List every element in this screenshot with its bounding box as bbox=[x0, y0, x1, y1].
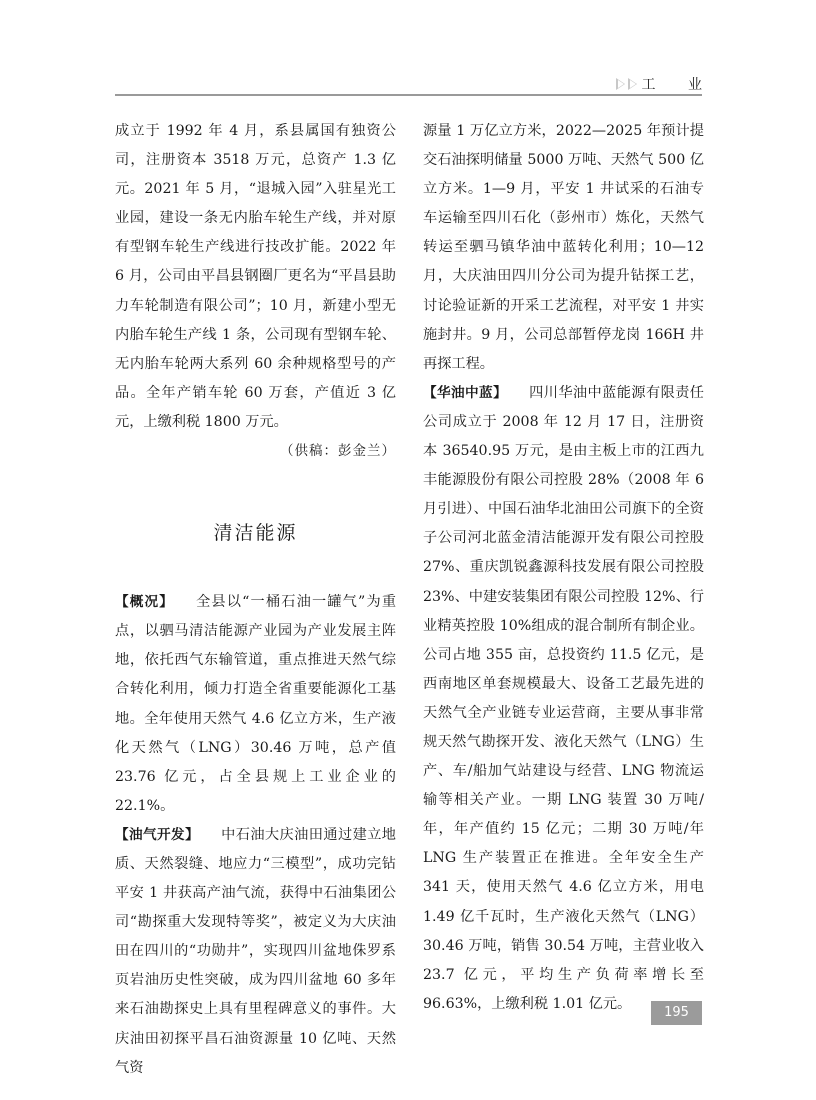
continued-paragraph: 成立于 1992 年 4 月，系县属国有独资公司，注册资本 3518 万元，总资产 1.3 亿元。2021 年 5 月，“退城入园”入驻星光工业园，建设一条无内胎车轮生产线，并对原有型钢车轮生产线进行技改扩能。2022 年 6 月，公司由平昌县钢圈厂更名为“平昌县助力车轮制造有限公司”；10 月，新建小型无内胎车轮生产线 1 条，公司现有型钢车轮、无内胎车轮两大系列 60 余种规格型号的产品。全年产销车轮 60 万套，产值近 3 亿元，上缴利税 1800 万元。 bbox=[115, 123, 396, 430]
entry-text: 中石油大庆油田通过建立地质、天然裂缝、地应力“三模型”，成功完钻平安 1 井获高产油气流，获得中石油集团公司“勘探重大发现特等奖”，被定义为大庆油田在四川的“功勋井”，实现四川盆地侏罗系页岩油历史性突破，成为四川盆地 60 多年来石油勘探史上具有里程碑意义的事件。大庆油田初探平昌石油资源量 10 亿吨、天然气资 bbox=[115, 826, 396, 1076]
running-header bbox=[115, 70, 716, 96]
entry-huayou-zhonglan bbox=[423, 379, 704, 1019]
entry-text: 四川华油中蓝能源有限责任公司成立于 2008 年 12 月 17 日，注册资本 36540.95 万元，是由主板上市的江西九丰能源股份有限公司控股 28%（2008 年 6 月引进）、中国石油华北油田公司旗下的全资子公司河北蓝金清洁能源开发有限公司控股 27%、重庆凯锐鑫源科技发展有限公司控股 23%、中建安装集团有限公司控股 12%、行业精英控股 10%组成的混合制所有制企业。公司占地 355 亩，总投资约 11.5 亿元，是西南地区单套规模最大、设备工艺最先进的天然气全产业链专业运营商，主要从事非常规天然气勘探开发、液化天然气（LNG）生产、车/船加气站建设与经营、LNG 物流运输等相关产业。一期 LNG 装置 30 万吨/年，年产值约 15 亿元；二期 30 万吨/年 LNG 生产装置正在推进。全年安全生产 341 天，使用天然气 4.6 亿立方米，用电 1.49 亿千瓦时，生产液化天然气（LNG）30.46 万吨，销售 30.54 万吨，主营业收入 23.7 亿元，平均生产负荷率增长至 96.63%，上缴利税 1.01 亿元。 bbox=[423, 384, 704, 1012]
entry-overview bbox=[115, 588, 396, 821]
entry-text: 全县以“一桶石油一罐气”为重点，以驷马清洁能源产业园为产业发展主阵地，依托西气东输管道，重点推进天然气综合转化利用，倾力打造全省重要能源化工基地。全年使用天然气 4.6 亿立方米，生产液化天然气（LNG）30.46 万吨，总产值 23.76 亿元，占全县规上工业企业的 22.1%。 bbox=[115, 594, 397, 814]
section-title: 清洁能源 bbox=[213, 522, 298, 545]
page-number: 195 bbox=[651, 1001, 702, 1025]
right-column bbox=[423, 117, 704, 1019]
left-column bbox=[115, 117, 396, 1083]
credit-line: （供稿：彭金兰） bbox=[280, 443, 396, 460]
triangle-marker-icon bbox=[628, 78, 637, 90]
header-section-label bbox=[616, 74, 716, 94]
continued-paragraph: 源量 1 万亿立方米，2022—2025 年预计提交石油探明储量 5000 万吨、天然气 500 亿立方米。1—9 月，平安 1 井试采的石油专车运输至四川石化（彭州市）炼化，天然气转运至驷马镇华油中蓝转化利用；10—12 月，大庆油田四川分公司为提升钻探工艺，讨论验证新的开采工艺流程，对平安 1 井实施封井。9 月，公司总部暂停龙岗 166H 井再探工程。 bbox=[423, 123, 704, 372]
entry-label: 【华油中蓝】 bbox=[423, 384, 508, 401]
entry-label: 【概况】 bbox=[115, 594, 175, 611]
triangle-marker-icon bbox=[616, 78, 625, 90]
header-section-name: 工 业 bbox=[641, 77, 716, 93]
entry-label: 【油气开发】 bbox=[115, 826, 200, 843]
entry-oil-gas-development bbox=[115, 821, 396, 1083]
